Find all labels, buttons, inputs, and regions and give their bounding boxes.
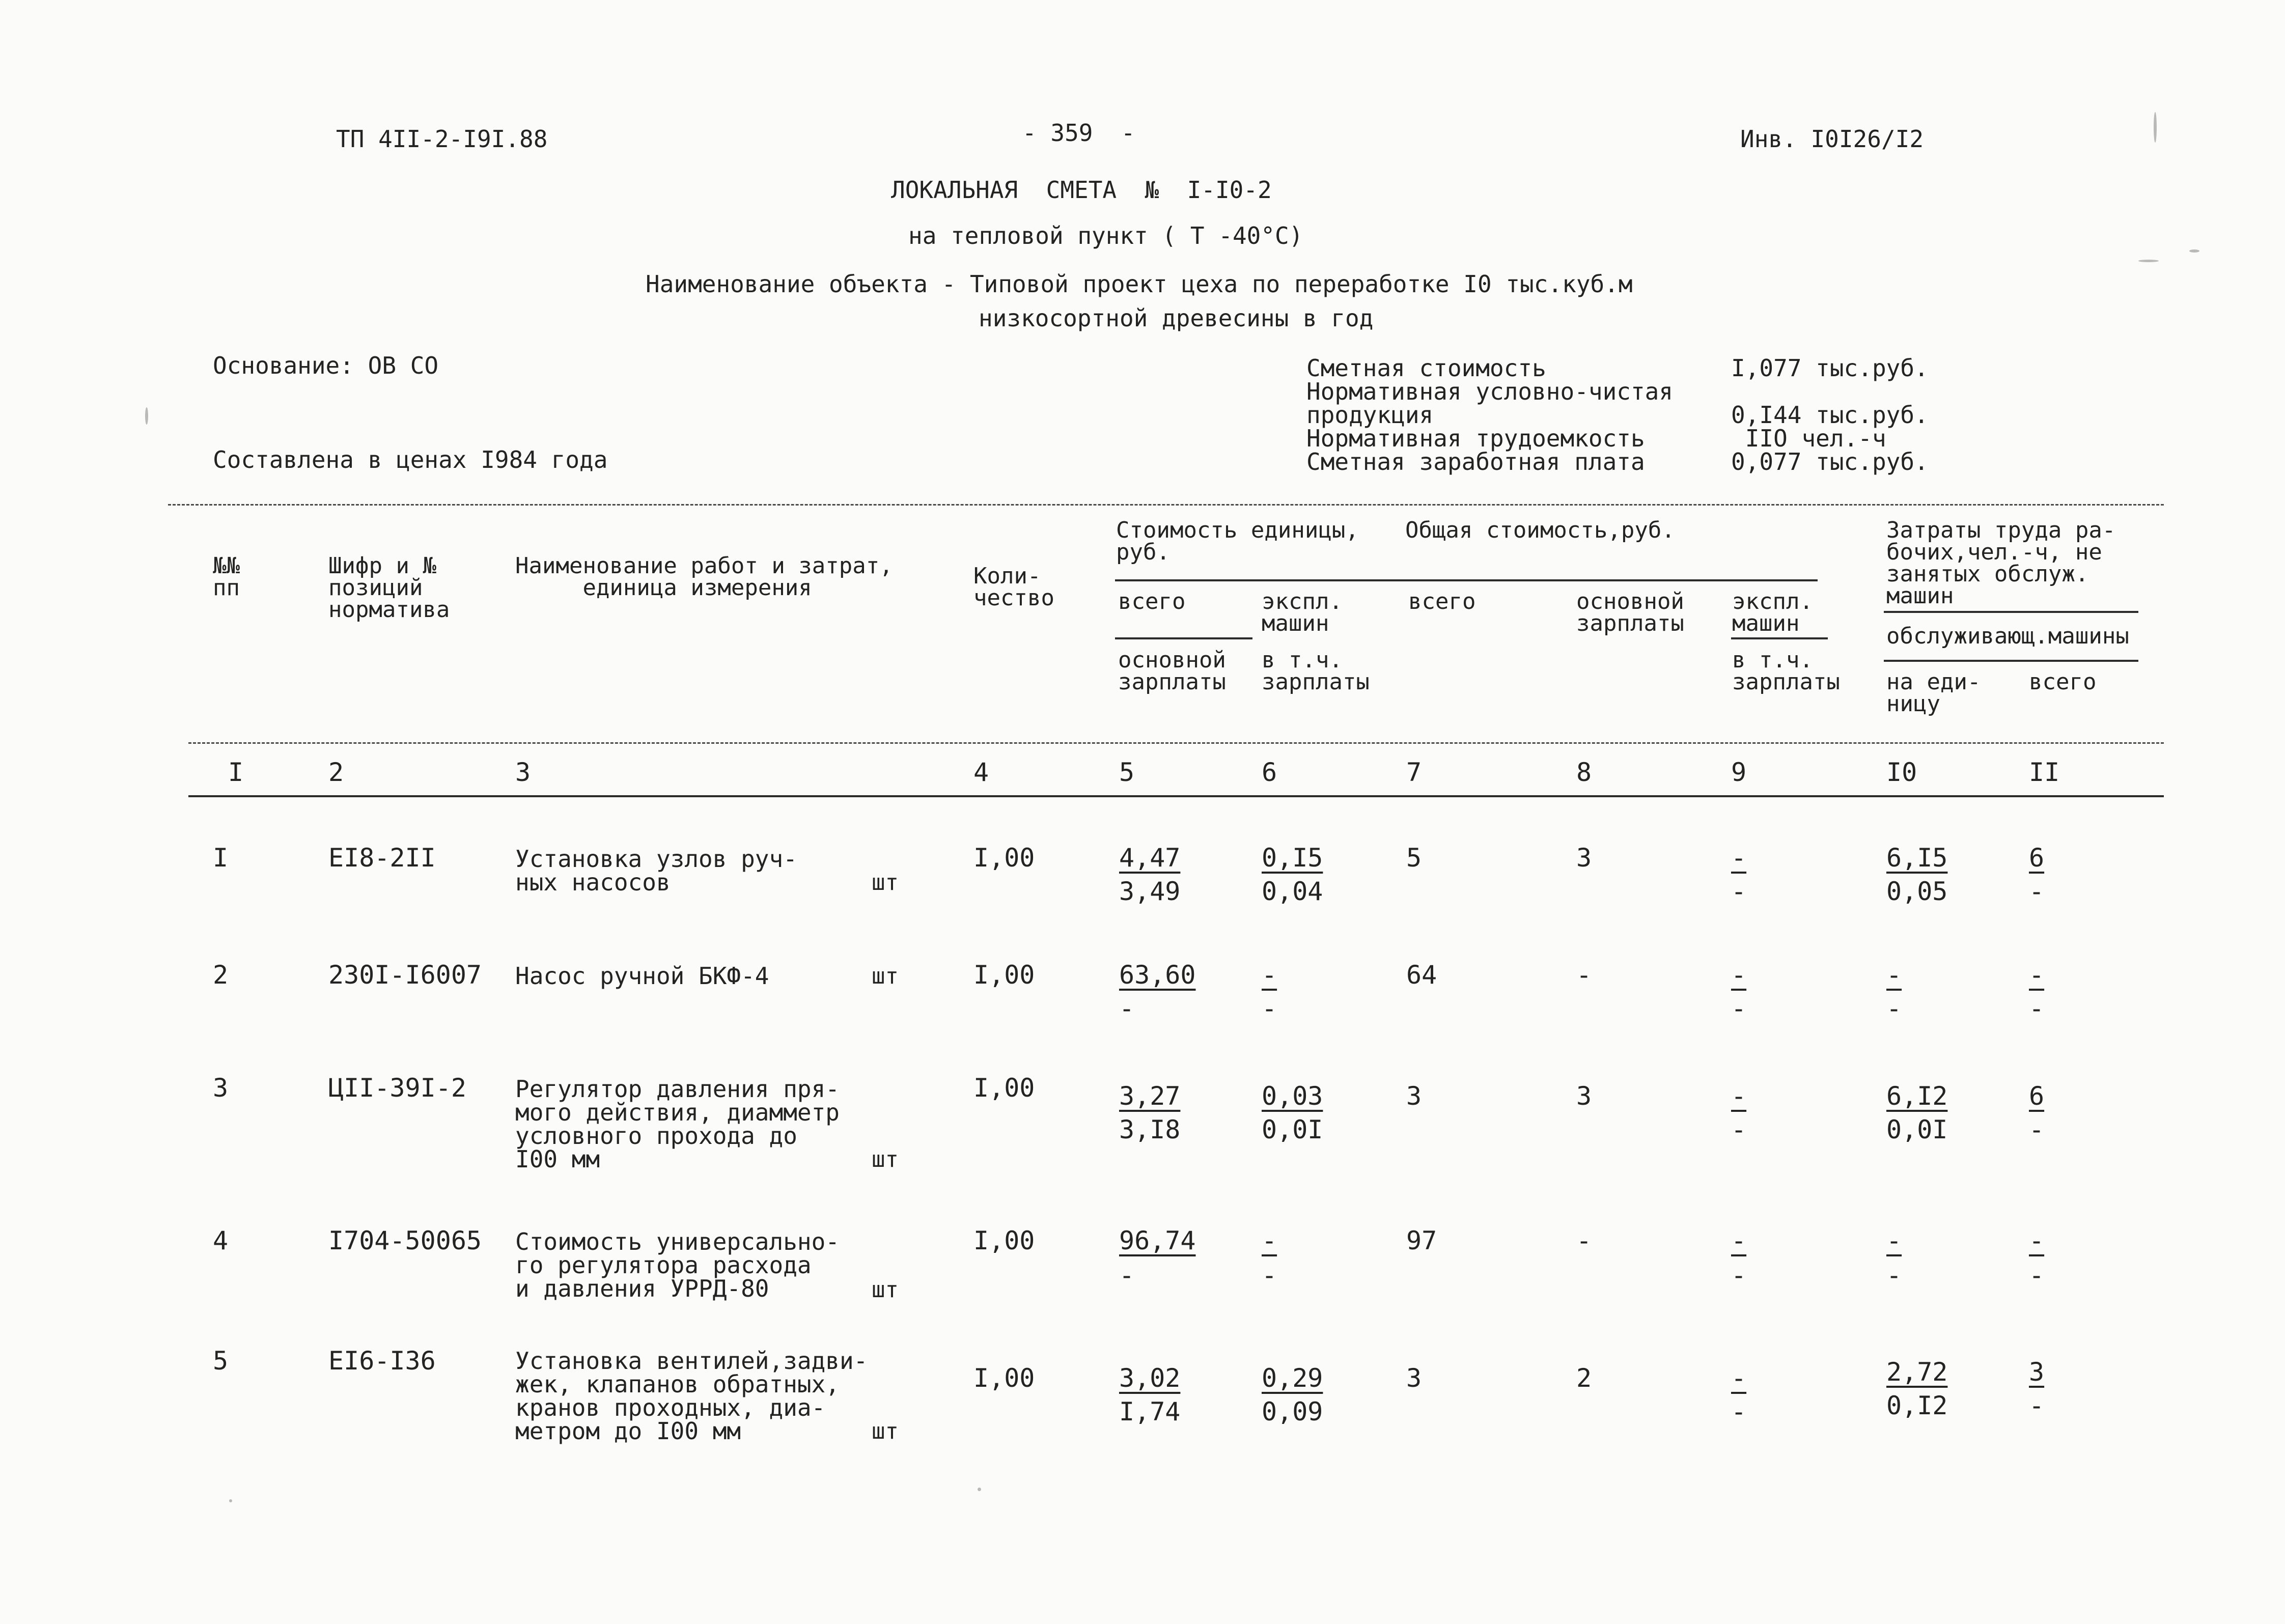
row-name-line: го регулятора расхода [515,1251,812,1279]
col-unit-cost-header: Стоимость единицы, [1116,517,1359,543]
row-c11-top: - [2029,960,2045,990]
col-number: 7 [1406,758,1422,787]
row-qty: I,00 [973,960,1035,990]
col6-subheader: зарплаты [1262,669,1370,695]
col10-subheader: ницу [1886,691,1940,717]
col9-subheader: в т.ч. [1732,647,1813,673]
row-c9-top: - [1731,843,1747,873]
header-subrule [1731,637,1828,639]
header-subrule [1115,637,1252,639]
col11-subheader: всего [2029,669,2097,695]
header-subrule [1115,579,1818,581]
row-c8: - [1576,1226,1592,1255]
row-name-line: ных насосов [515,869,671,896]
row-c6-bottom: 0,09 [1262,1397,1323,1426]
row-c5-top: 63,60 [1119,960,1196,990]
inventory-number: Инв. I0I26/I2 [1740,125,1924,153]
row-unit: шт [872,1277,899,1303]
basis-text: Основание: ОВ СО [213,352,439,379]
row-c5-top: 4,47 [1119,843,1181,873]
scan-speck [145,407,148,425]
row-code: 230I-I6007 [328,960,482,990]
row-c9-bottom: - [1731,994,1747,1023]
row-name-line: жек, клапанов обратных, [515,1370,840,1398]
row-c11-bottom: - [2029,1391,2045,1420]
row-code: I704-50065 [328,1226,482,1255]
col5-subheader: основной [1118,647,1226,673]
col9-header: машин [1732,610,1800,636]
col-qty-header: Коли- [973,563,1041,589]
table-top-rule [168,504,2164,506]
row-c5-bottom: 3,49 [1119,877,1181,906]
col-code-header: позиций [328,575,423,601]
row-c8: 2 [1576,1363,1592,1393]
row-qty: I,00 [973,1073,1035,1103]
row-c10-top: 2,72 [1886,1357,1948,1387]
row-code: ЦII-39I-2 [328,1073,466,1103]
summary-label: продукция [1306,401,1434,429]
row-c10-top: - [1886,960,1902,990]
col-labor-header: машин [1886,583,1954,609]
row-c8: 3 [1576,1081,1592,1111]
row-code: EI6-I36 [328,1346,436,1376]
col-unit-cost-header: руб. [1116,539,1170,565]
row-name-line: Регулятор давления пря- [515,1075,840,1103]
row-number: 3 [213,1073,229,1103]
row-c10-top: - [1886,1226,1902,1255]
row-c6-top: 0,I5 [1262,843,1323,873]
row-c6-bottom: - [1262,994,1277,1023]
col-labor-header: бочих,чел.-ч, не [1886,539,2102,565]
col7-header: всего [1408,589,1476,614]
header-bottom-rule [188,742,2164,744]
row-c11-bottom: - [2029,1115,2045,1144]
row-c6-top: - [1262,960,1277,990]
row-name-line: I00 мм [515,1145,600,1173]
row-c11-bottom: - [2029,877,2045,906]
row-c11-bottom: - [2029,994,2045,1023]
row-c11-top: 3 [2029,1357,2045,1387]
row-c10-bottom: 0,0I [1886,1115,1948,1144]
col8-header: основной [1576,589,1684,614]
header-subrule [1884,660,2138,662]
row-c9-top: - [1731,1226,1747,1255]
col5-subheader: зарплаты [1118,669,1226,695]
row-number: 5 [213,1346,229,1376]
col6-header: машин [1262,610,1329,636]
row-unit: шт [872,1418,899,1444]
col8-header: зарплаты [1576,610,1684,636]
row-c8: - [1576,960,1592,990]
row-c8: 3 [1576,843,1592,873]
row-number: I [213,843,229,873]
price-year-text: Составлена в ценах I984 года [213,446,608,473]
row-c9-bottom: - [1731,1115,1747,1144]
scan-speck [978,1488,981,1491]
col6-subheader: в т.ч. [1262,647,1343,673]
row-name-line: Насос ручной БКФ-4 [515,962,769,990]
col9-subheader: зарплаты [1732,669,1840,695]
row-c7: 5 [1406,843,1422,873]
row-name-line: Установка узлов руч- [515,845,797,873]
col-number: 3 [515,758,531,787]
page-number: - 359 - [1022,119,1135,147]
col-name-header: Наименование работ и затрат, [515,553,893,579]
row-unit: шт [872,1146,899,1172]
col-number: 2 [328,758,344,787]
scan-speck [2154,112,2157,143]
summary-label: Сметная стоимость [1306,354,1546,382]
row-c5-bottom: I,74 [1119,1397,1181,1426]
col-number: 5 [1119,758,1135,787]
row-c7: 3 [1406,1363,1422,1393]
summary-value: IIО чел.-ч [1731,425,1886,452]
estimate-subtitle: на тепловой пункт ( Т -40°С) [908,222,1303,249]
row-number: 4 [213,1226,229,1255]
col-num-header: №№ [213,553,240,579]
summary-label: Нормативная трудоемкость [1306,425,1645,452]
col-code-header: норматива [328,597,450,623]
row-name-line: Стоимость универсально- [515,1228,840,1255]
summary-value: 0,I44 тыс.руб. [1731,401,1929,429]
col-number: 6 [1262,758,1277,787]
col10-subheader: на еди- [1886,669,1981,695]
row-c10-bottom: 0,05 [1886,877,1948,906]
row-c11-bottom: - [2029,1261,2045,1290]
col-numbers-rule [188,795,2164,797]
row-c10-top: 6,I5 [1886,843,1948,873]
row-c6-bottom: - [1262,1261,1277,1290]
col6-header: экспл. [1262,589,1343,614]
row-c10-bottom: 0,I2 [1886,1391,1948,1420]
scan-speck [2138,260,2159,262]
object-name-cont: низкосортной древесины в год [979,304,1374,332]
col-number: 9 [1731,758,1747,787]
row-name-line: мого действия, диамметр [515,1099,840,1126]
col-name-header: единица измерения [515,575,812,601]
row-c5-top: 3,27 [1119,1081,1181,1111]
row-c6-bottom: 0,0I [1262,1115,1323,1144]
row-c11-top: - [2029,1226,2045,1255]
row-c7: 64 [1406,960,1437,990]
row-unit: шт [872,870,899,895]
row-name-line: метром до I00 мм [515,1417,741,1445]
row-c5-bottom: - [1119,994,1135,1023]
estimate-title: ЛОКАЛЬНАЯ СМЕТА № I-I0-2 [891,176,1272,204]
row-qty: I,00 [973,1363,1035,1393]
row-c9-bottom: - [1731,1261,1747,1290]
row-c10-bottom: - [1886,994,1902,1023]
row-c6-bottom: 0,04 [1262,877,1323,906]
col-qty-header: чество [973,585,1054,611]
row-c9-top: - [1731,1081,1747,1111]
row-qty: I,00 [973,843,1035,873]
project-code: ТП 4II-2-I9I.88 [336,125,548,153]
row-c6-top: 0,29 [1262,1363,1323,1393]
col-total-cost-header: Общая стоимость,руб. [1405,517,1675,543]
row-c9-top: - [1731,1363,1747,1393]
summary-value: I,077 тыс.руб. [1731,354,1929,382]
row-c9-bottom: - [1731,1397,1747,1426]
scan-speck [2189,249,2199,253]
col-number: I0 [1886,758,1917,787]
col-code-header: Шифр и № [328,553,436,579]
row-c5-bottom: 3,I8 [1119,1115,1181,1144]
row-c6-top: 0,03 [1262,1081,1323,1111]
header-subrule [1884,611,2138,613]
row-c9-top: - [1731,960,1747,990]
col-labor-header: Затраты труда ра- [1886,517,2116,543]
row-c9-bottom: - [1731,877,1747,906]
row-unit: шт [872,963,899,989]
row-c11-top: 6 [2029,843,2045,873]
col9-header: экспл. [1732,589,1813,614]
row-c6-top: - [1262,1226,1277,1255]
col-number: 4 [973,758,989,787]
summary-label: Сметная заработная плата [1306,448,1645,475]
summary-label: Нормативная условно-чистая [1306,378,1674,405]
col-number: II [2029,758,2060,787]
col-serving-header: обслуживающ.машины [1886,623,2129,649]
row-name-line: кранов проходных, диа- [515,1394,826,1421]
row-name-line: условного прохода до [515,1122,797,1150]
row-c10-top: 6,I2 [1886,1081,1948,1111]
summary-value: 0,077 тыс.руб. [1731,448,1929,475]
col-num-header: пп [213,575,240,601]
row-c5-top: 3,02 [1119,1363,1181,1393]
row-c5-top: 96,74 [1119,1226,1196,1255]
col-number: I [228,758,244,787]
col-number: 8 [1576,758,1592,787]
row-c7: 97 [1406,1226,1437,1255]
col5-header: всего [1118,589,1186,614]
row-qty: I,00 [973,1226,1035,1255]
row-number: 2 [213,960,229,990]
row-c5-bottom: - [1119,1261,1135,1290]
row-code: EI8-2II [328,843,436,873]
row-c10-bottom: - [1886,1261,1902,1290]
object-name: Наименование объекта - Типовой проект цеха по переработке I0 тыс.куб.м [646,270,1633,298]
col-labor-header: занятых обслуж. [1886,561,2089,587]
row-name-line: и давления УРРД-80 [515,1275,769,1302]
row-c11-top: 6 [2029,1081,2045,1111]
scan-speck [229,1499,232,1502]
row-c7: 3 [1406,1081,1422,1111]
row-name-line: Установка вентилей,задви- [515,1347,868,1375]
